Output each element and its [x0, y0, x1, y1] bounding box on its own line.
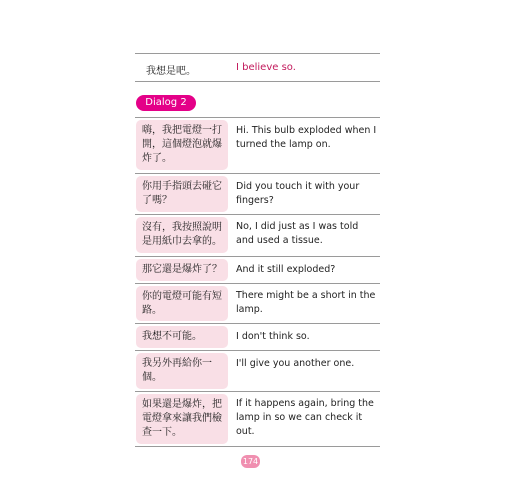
- chinese-line: 沒有，我按照說明是用紙巾去拿的。: [136, 217, 228, 253]
- english-line: No, I did just as I was told and used a tissue.: [236, 221, 359, 246]
- top-divider: [135, 53, 380, 54]
- english-line: Did you touch it with your fingers?: [236, 181, 360, 206]
- dialog-row: [135, 117, 380, 173]
- chinese-line: 你的電燈可能有短路。: [136, 286, 228, 321]
- english-line: I don't think so.: [236, 331, 310, 342]
- dialog-row: [135, 256, 380, 283]
- chinese-line: 如果還是爆炸，把電燈拿來讓我們檢查一下。: [136, 394, 228, 444]
- top-divider-bottom: [135, 81, 380, 82]
- top-entry-chinese: 我想是吧。: [146, 66, 196, 77]
- chinese-line: 我另外再給你一個。: [136, 353, 228, 389]
- page-number: 174: [242, 457, 259, 466]
- english-line: And it still exploded?: [236, 264, 336, 275]
- chinese-line: 那它還是爆炸了？: [136, 259, 228, 281]
- english-line: There might be a short in the lamp.: [236, 290, 376, 315]
- dialog-row: [135, 173, 380, 214]
- dialog-label: Dialog 2: [136, 95, 196, 111]
- chinese-line: 你用手指頭去碰它了嗎？: [136, 176, 228, 212]
- english-line: I'll give you another one.: [236, 358, 355, 369]
- bottom-divider: [135, 446, 380, 447]
- dialog-row: [135, 350, 380, 391]
- english-line: If it happens again, bring the lamp in so we can check it out.: [236, 398, 374, 437]
- english-line: Hi. This bulb exploded when I turned the lamp on.: [236, 125, 377, 150]
- dialog-row: [135, 391, 380, 446]
- chinese-line: 嗨，我把電燈一打開，這個燈泡就爆炸了。: [136, 120, 228, 170]
- top-entry-english: I believe so.: [236, 62, 296, 73]
- dialog-row: [135, 214, 380, 256]
- chinese-line: 我想不可能。: [136, 326, 228, 348]
- dialog-row: [135, 323, 380, 350]
- dialog-row: [135, 283, 380, 323]
